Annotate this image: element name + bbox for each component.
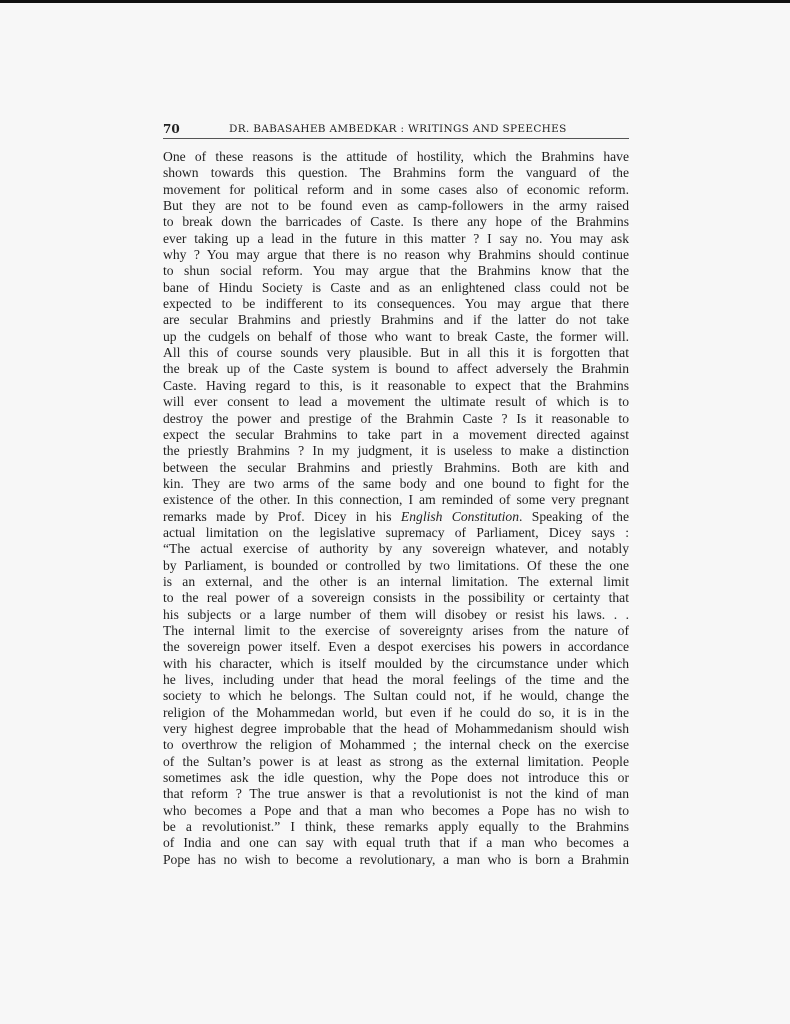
text-line: by Parliament, is bounded or controlled by two limitations. Of these the one [163, 557, 629, 573]
text-line: “The actual exercise of authority by any sovereign whatever, and notably [163, 541, 629, 557]
text-line: ever taking up a lead in the future in this matter ? I say no. You may ask [163, 230, 629, 246]
text-line: between the secular Brahmins and priestly Brahmins. Both are kith and [163, 459, 629, 475]
body-paragraph [163, 149, 629, 868]
text-line: One of these reasons is the attitude of hostility, which the Brahmins have [163, 149, 629, 164]
text-line: with his character, which is itself moulded by the circumstance under which [163, 655, 629, 671]
text-line: the break up of the Caste system is bound to affect adversely the Brahmin [163, 361, 629, 377]
text-line: are secular Brahmins and priestly Brahmins and if the latter do not take [163, 312, 629, 328]
text-line: will ever consent to lead a movement the ultimate result of which is to [163, 394, 629, 410]
text-line: All this of course sounds very plausible. But in all this it is forgotten that [163, 345, 629, 361]
text-line: very highest degree improbable that the head of Mohammedanism should wish [163, 721, 629, 737]
text-line: The internal limit to the exercise of sovereignty arises from the nature of [163, 622, 629, 638]
text-line: religion of the Mohammedan world, but even if he could do so, it is in the [163, 704, 629, 720]
text-line: existence of the other. In this connection, I am reminded of some very pregnant [163, 492, 629, 508]
text-line: why ? You may argue that there is no reason why Brahmins should continue [163, 247, 629, 263]
text-line: bane of Hindu Society is Caste and as an enlightened class could not be [163, 279, 629, 295]
text-segment: . Speaking of the [519, 508, 629, 524]
text-line-with-title [163, 509, 629, 525]
text-line: society to which he belongs. The Sultan could not, if he would, change the [163, 688, 629, 704]
text-line: expect the secular Brahmins to take part in a movement directed against [163, 426, 629, 442]
text-line: who becomes a Pope and that a man who becomes a Pope has no wish to [163, 802, 629, 818]
text-line: movement for political reform and in some cases also of economic reform. [163, 181, 629, 197]
text-line: destroy the power and prestige of the Brahmin Caste ? Is it reasonable to [163, 410, 629, 426]
text-line: his subjects or a large number of them will disobey or resist his laws. . . [163, 606, 629, 622]
page-header [163, 120, 629, 139]
text-line: to the real power of a sovereign consists in the possibility or certainty that [163, 590, 629, 606]
text-line: the priestly Brahmins ? In my judgment, it is useless to make a distinction [163, 443, 629, 459]
text-line: sometimes ask the idle question, why the Pope does not introduce this or [163, 770, 629, 786]
book-title: English Constitution [400, 508, 520, 524]
book-page [163, 120, 629, 868]
text-line: of India and one can say with equal truth that if a man who becomes a [163, 835, 629, 851]
running-head: DR. BABASAHEB AMBEDKAR : WRITINGS AND SPEECHES [229, 123, 567, 135]
text-line: of the Sultan’s power is at least as strong as the external limitation. People [163, 753, 629, 769]
text-line: to overthrow the religion of Mohammed ; the internal check on the exercise [163, 737, 629, 753]
text-line: to shun social reform. You may argue that the Brahmins know that the [163, 263, 629, 279]
text-line: he lives, including under that head the moral feelings of the time and the [163, 672, 629, 687]
text-segment: remarks made by Prof. Dicey in his [163, 508, 401, 524]
text-line: kin. They are two arms of the same body and one bound to fight for the [163, 475, 629, 491]
text-line: Pope has no wish to become a revolutionary, a man who is born a Brahmin [163, 851, 629, 867]
page-number: 70 [163, 122, 180, 136]
text-line: up the cudgels on behalf of those who want to break Caste, the former will. [163, 328, 629, 344]
text-line: is an external, and the other is an internal limitation. The external limit [163, 573, 629, 589]
text-line: But they are not to be found even as camp-followers in the army raised [163, 198, 629, 214]
text-line: shown towards this question. The Brahmins form the vanguard of the [163, 165, 629, 181]
text-line: be a revolutionist.” I think, these remarks apply equally to the Brahmins [163, 819, 629, 835]
text-line: the sovereign power itself. Even a despot exercises his powers in accordance [163, 639, 629, 655]
text-line: expected to be indifferent to its consequences. You may argue that there [163, 296, 629, 312]
top-border [0, 0, 790, 3]
text-line: that reform ? The true answer is that a revolutionist is not the kind of man [163, 786, 629, 802]
text-line: actual limitation on the legislative supremacy of Parliament, Dicey says : [163, 524, 629, 540]
text-line: to break down the barricades of Caste. Is there any hope of the Brahmins [163, 214, 629, 230]
text-line: Caste. Having regard to this, is it reasonable to expect that the Brahmins [163, 377, 629, 393]
